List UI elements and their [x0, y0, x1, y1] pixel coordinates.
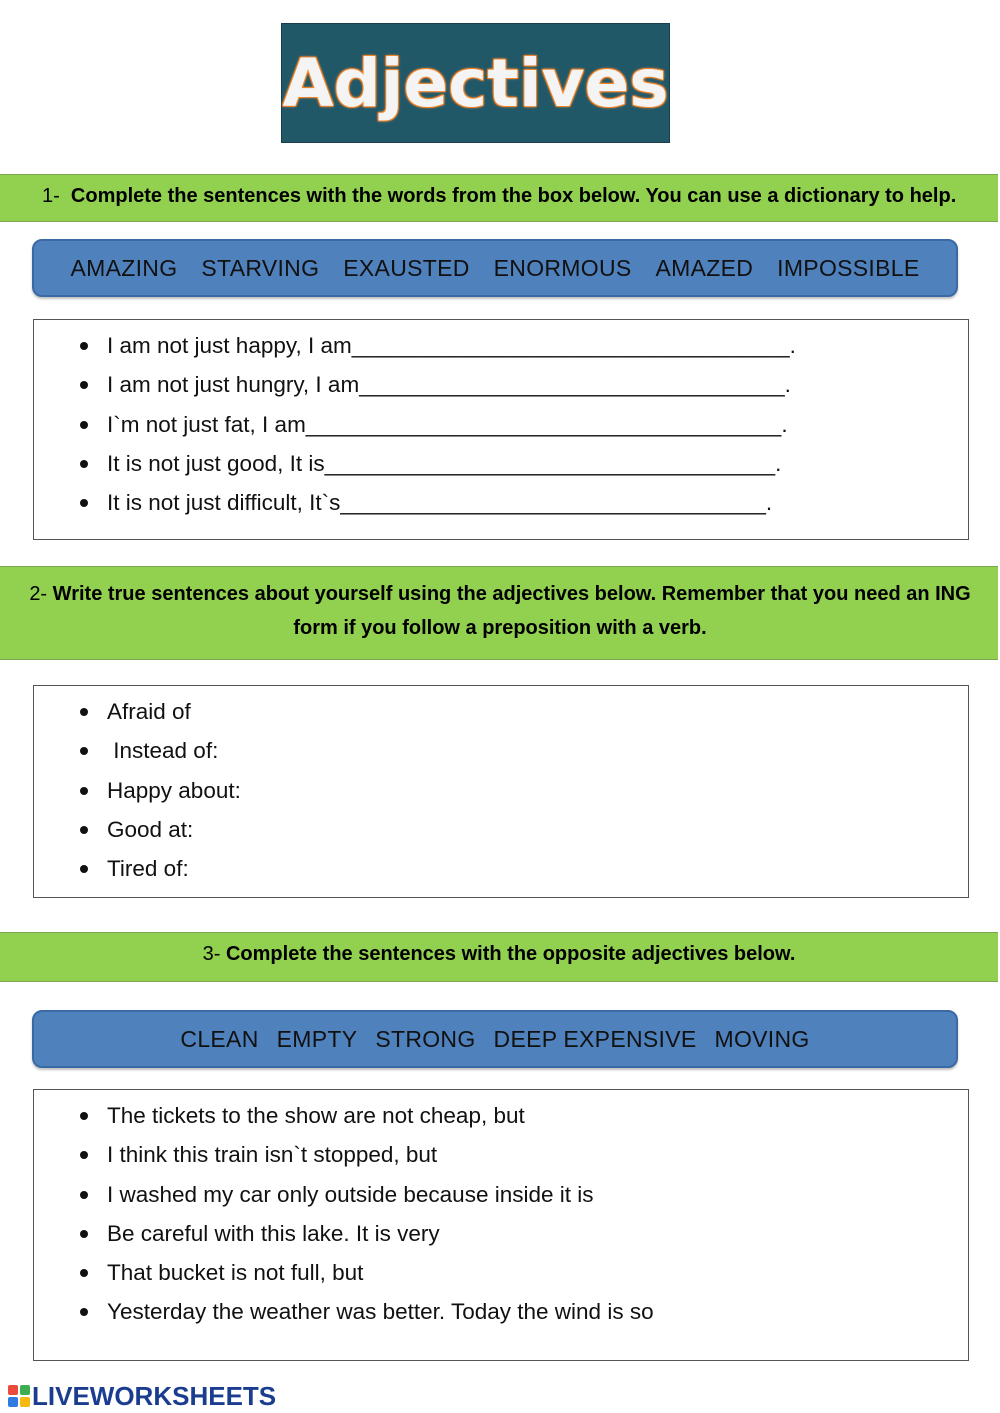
bullet-icon: [80, 460, 88, 468]
sentence-text: Yesterday the weather was better. Today the wind is so: [107, 1299, 654, 1325]
section3-instruction: Complete the sentences with the opposite adjectives below.: [225, 943, 796, 965]
word-bank-item: IMPOSSIBLE: [777, 254, 920, 281]
list-item[interactable]: [80, 1175, 654, 1214]
section1-sentence-box: [33, 319, 969, 540]
section3-number: 3-: [202, 943, 221, 965]
section1-number: 1-: [42, 185, 60, 207]
word-bank-item: DEEP: [493, 1025, 558, 1052]
bullet-icon: [80, 499, 88, 507]
bullet-icon: [80, 1191, 88, 1199]
list-item[interactable]: [80, 1135, 654, 1174]
liveworksheets-logo[interactable]: [8, 1380, 277, 1411]
bullet-icon: [80, 381, 88, 389]
section2-instruction: Write true sentences about yourself using the adjectives below. Remember that you need an ING form if you follow a preposition with a verb.: [52, 583, 971, 639]
bullet-icon: [80, 1151, 88, 1159]
sentence-text: Be careful with this lake. It is very: [107, 1220, 440, 1246]
logo-text: LIVEWORKSHEETS: [32, 1380, 277, 1411]
logo-block: [20, 1385, 30, 1395]
sentence-text: I think this train isn`t stopped, but: [107, 1142, 438, 1168]
word-bank-item: AMAZED: [655, 254, 754, 281]
bullet-icon: [80, 1308, 88, 1316]
page-title: Adjectives: [282, 44, 669, 122]
word-bank-item: ENORMOUS: [493, 254, 632, 281]
word-bank-item: AMAZING: [70, 254, 178, 281]
list-item[interactable]: [80, 1292, 654, 1331]
sentence-text: I washed my car only outside because inside it is: [107, 1181, 594, 1207]
item-text: Instead of:: [107, 738, 219, 764]
list-item[interactable]: [80, 771, 241, 810]
bullet-icon: [80, 787, 88, 795]
list-item[interactable]: [80, 444, 796, 483]
bullet-icon: [80, 342, 88, 350]
list-item[interactable]: [80, 365, 796, 404]
sentence-text: I`m not just fat, I am______________________________________.: [107, 411, 788, 437]
list-item[interactable]: [80, 1214, 654, 1253]
section1-sentence-list: [80, 326, 796, 522]
list-item[interactable]: [80, 692, 241, 731]
bullet-icon: [80, 865, 88, 873]
section2-instruction-band: [0, 566, 998, 660]
section2-item-box: [33, 685, 969, 898]
section1-word-box: [32, 239, 958, 297]
section1-instruction: Complete the sentences with the words from the box below. You can use a dictionary to help.: [70, 185, 957, 207]
list-item[interactable]: [80, 731, 241, 770]
bullet-icon: [80, 1112, 88, 1120]
bullet-icon: [80, 1269, 88, 1277]
item-text: Good at:: [107, 816, 194, 842]
list-item[interactable]: [80, 483, 796, 522]
logo-block: [8, 1397, 18, 1407]
logo-block: [20, 1397, 30, 1407]
bullet-icon: [80, 826, 88, 834]
item-text: Happy about:: [107, 777, 241, 803]
section3-sentence-box: [33, 1089, 969, 1361]
list-item[interactable]: [80, 326, 796, 365]
word-bank-item: EMPTY: [276, 1025, 358, 1052]
logo-block: [8, 1385, 18, 1395]
list-item[interactable]: [80, 810, 241, 849]
word-bank-item: STARVING: [201, 254, 320, 281]
list-item[interactable]: [80, 849, 241, 888]
word-bank-item: CLEAN: [180, 1025, 259, 1052]
section2-number: 2-: [29, 583, 48, 605]
list-item[interactable]: [80, 1096, 654, 1135]
sentence-text: The tickets to the show are not cheap, but: [107, 1103, 525, 1128]
sentence-text: It is not just good, It is____________________________________.: [107, 450, 782, 476]
section3-instruction-band: [0, 932, 998, 982]
bullet-icon: [80, 708, 88, 716]
sentence-text: That bucket is not full, but: [107, 1260, 364, 1286]
section2-item-list: [80, 692, 241, 888]
word-bank-item: EXPENSIVE: [563, 1025, 697, 1052]
bullet-icon: [80, 747, 88, 755]
sentence-text: I am not just happy, I am___________________________________.: [107, 333, 796, 358]
section1-instruction-band: [0, 174, 998, 222]
title-banner: [281, 23, 670, 143]
word-bank-item: STRONG: [375, 1025, 476, 1052]
list-item[interactable]: [80, 1253, 654, 1292]
section3-sentence-list: [80, 1096, 654, 1332]
word-bank-item: MOVING: [714, 1025, 810, 1052]
bullet-icon: [80, 1230, 88, 1238]
item-text: Afraid of: [107, 699, 191, 724]
section3-word-box: [32, 1010, 958, 1068]
word-bank-item: EXAUSTED: [343, 254, 470, 281]
sentence-text: It is not just difficult, It`s__________________________________.: [107, 490, 773, 516]
bullet-icon: [80, 421, 88, 429]
sentence-text: I am not just hungry, I am__________________________________.: [107, 372, 791, 398]
logo-blocks-icon: [8, 1385, 30, 1407]
list-item[interactable]: [80, 405, 796, 444]
item-text: Tired of:: [107, 856, 189, 882]
